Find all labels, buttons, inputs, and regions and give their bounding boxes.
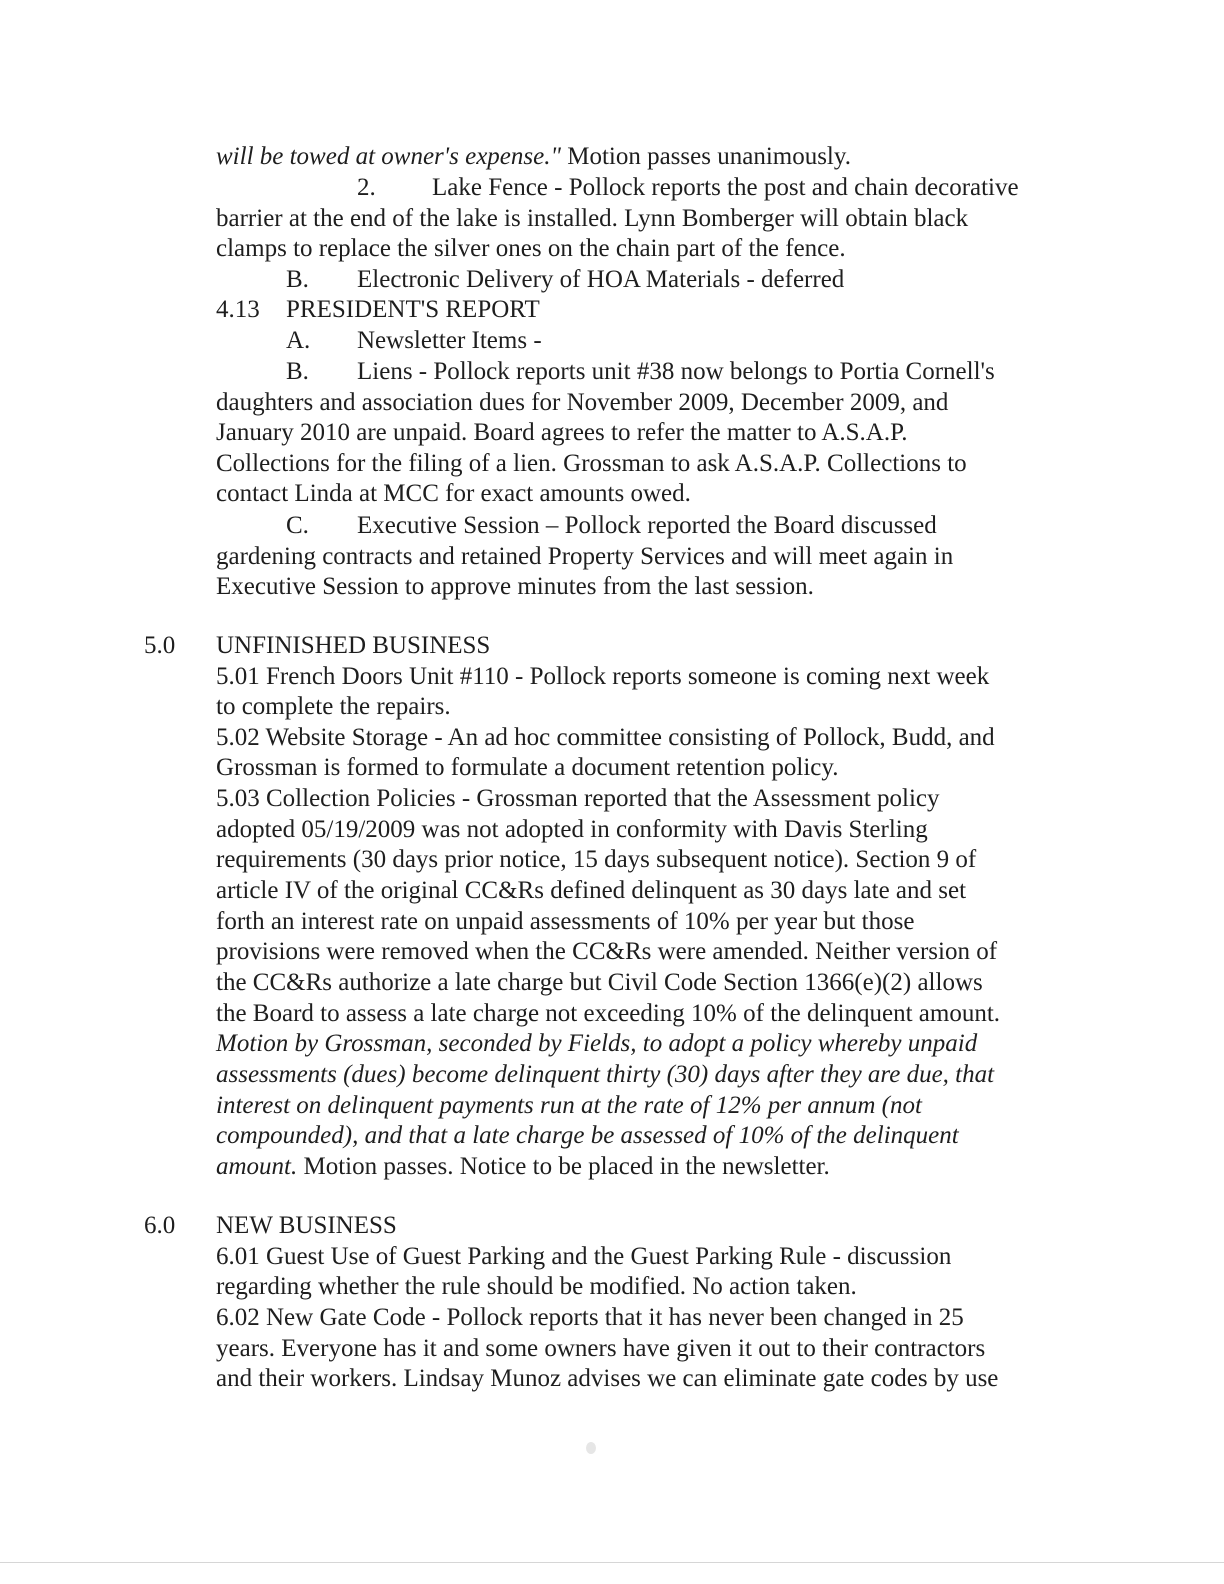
text-line: 6.01 Guest Use of Guest Parking and the Guest Parking Rule - discussion bbox=[216, 1243, 952, 1270]
text-line bbox=[216, 1151, 830, 1182]
text-line: 5.02 Website Storage - An ad hoc committee consisting of Pollock, Budd, and bbox=[216, 724, 995, 751]
text-line: 5.01 French Doors Unit #110 - Pollock reports someone is coming next week bbox=[216, 663, 990, 690]
item-heading: Liens - Pollock reports unit #38 now belongs to Portia Cornell's bbox=[357, 358, 995, 385]
text-line: January 2010 are unpaid. Board agrees to refer the matter to A.S.A.P. bbox=[216, 419, 908, 446]
text-line bbox=[216, 141, 851, 172]
text-line: and their workers. Lindsay Munoz advises we can eliminate gate codes by use bbox=[216, 1365, 999, 1392]
scan-edge-line bbox=[0, 1562, 1224, 1563]
text-line: daughters and association dues for November 2009, December 2009, and bbox=[216, 389, 949, 416]
text-line: the Board to assess a late charge not exceeding 10% of the delinquent amount. bbox=[216, 1000, 1001, 1027]
item-heading: Lake Fence - Pollock reports the post and chain decorative bbox=[432, 174, 1019, 201]
text-line: adopted 05/19/2009 was not adopted in conformity with Davis Sterling bbox=[216, 816, 928, 843]
item-letter: B. bbox=[286, 358, 309, 385]
text-line: the CC&Rs authorize a late charge but Civil Code Section 1366(e)(2) allows bbox=[216, 969, 983, 996]
italic-motion-line: compounded), and that a late charge be assessed of 10% of the delinquent bbox=[216, 1122, 959, 1149]
italic-motion-line: interest on delinquent payments run at the rate of 12% per annum (not bbox=[216, 1092, 922, 1119]
text-line: 6.02 New Gate Code - Pollock reports that it has never been changed in 25 bbox=[216, 1304, 964, 1331]
section-heading: NEW BUSINESS bbox=[216, 1212, 397, 1239]
italic-motion-text: will be towed at owner's expense." bbox=[216, 143, 561, 170]
section-heading: PRESIDENT'S REPORT bbox=[286, 296, 540, 323]
motion-result: Motion passes. Notice to be placed in the newsletter. bbox=[297, 1153, 830, 1180]
text-line: clamps to replace the silver ones on the chain part of the fence. bbox=[216, 235, 846, 262]
italic-motion-line: assessments (dues) become delinquent thirty (30) days after they are due, that bbox=[216, 1061, 995, 1088]
text-line: Grossman is formed to formulate a document retention policy. bbox=[216, 754, 839, 781]
text-line: Executive Session to approve minutes from the last session. bbox=[216, 573, 814, 600]
text-line: forth an interest rate on unpaid assessments of 10% per year but those bbox=[216, 908, 915, 935]
text-line: 5.03 Collection Policies - Grossman reported that the Assessment policy bbox=[216, 785, 940, 812]
text-line: article IV of the original CC&Rs defined delinquent as 30 days late and set bbox=[216, 877, 967, 904]
item-number: 2. bbox=[357, 174, 376, 201]
item-letter: A. bbox=[286, 327, 311, 354]
item-letter: B. bbox=[286, 266, 309, 293]
italic-motion-text: amount. bbox=[216, 1153, 298, 1180]
italic-motion-line: Motion by Grossman, seconded by Fields, to adopt a policy whereby unpaid bbox=[216, 1030, 978, 1057]
text-line: years. Everyone has it and some owners have given it out to their contractors bbox=[216, 1335, 986, 1362]
text-line: gardening contracts and retained Property Services and will meet again in bbox=[216, 543, 954, 570]
item-heading: Electronic Delivery of HOA Materials - deferred bbox=[357, 266, 845, 293]
item-letter: C. bbox=[286, 512, 309, 539]
section-number: 6.0 bbox=[144, 1212, 176, 1239]
section-number: 4.13 bbox=[216, 296, 260, 323]
text-line: requirements (30 days prior notice, 15 days subsequent notice). Section 9 of bbox=[216, 846, 977, 873]
text-line: regarding whether the rule should be modified. No action taken. bbox=[216, 1273, 857, 1300]
text-line: barrier at the end of the lake is installed. Lynn Bomberger will obtain black bbox=[216, 205, 969, 232]
scan-smudge bbox=[586, 1442, 596, 1454]
text-line: provisions were removed when the CC&Rs were amended. Neither version of bbox=[216, 938, 998, 965]
text-line: contact Linda at MCC for exact amounts owed. bbox=[216, 480, 691, 507]
text-line: Collections for the filing of a lien. Grossman to ask A.S.A.P. Collections to bbox=[216, 450, 967, 477]
item-heading: Newsletter Items - bbox=[357, 327, 542, 354]
section-heading: UNFINISHED BUSINESS bbox=[216, 632, 491, 659]
section-number: 5.0 bbox=[144, 632, 176, 659]
motion-result: Motion passes unanimously. bbox=[560, 143, 852, 170]
item-heading: Executive Session – Pollock reported the Board discussed bbox=[357, 512, 937, 539]
text-line: to complete the repairs. bbox=[216, 693, 451, 720]
